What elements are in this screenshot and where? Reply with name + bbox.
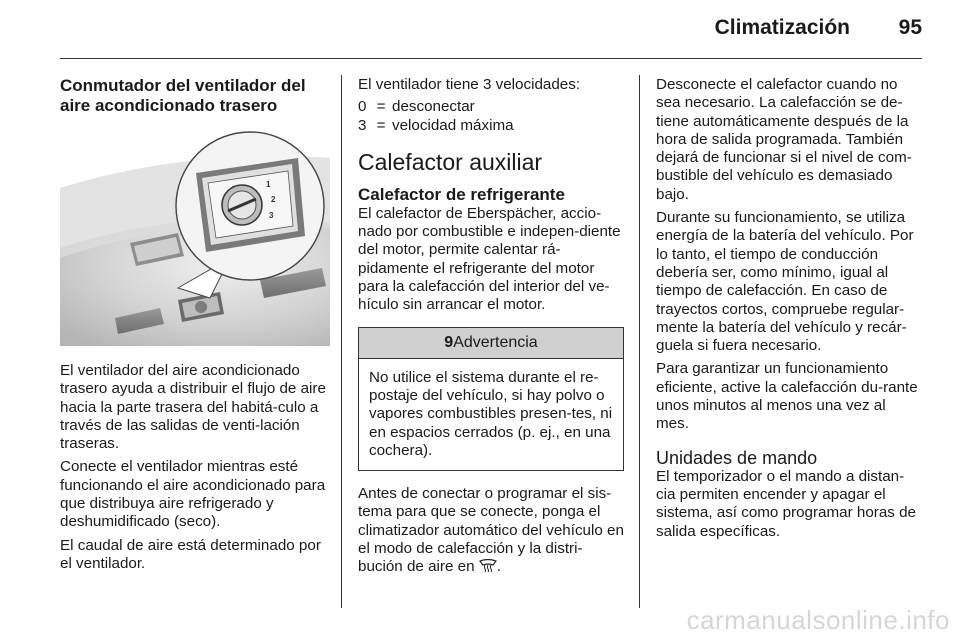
speed-equals: = [376,98,386,116]
control-units-paragraph: El temporizador o el mando a distan-cia permiten encender y apagar el sistema, así como programar horas de salida específicas. [656,467,916,540]
heater-description-paragraph: El calefactor de Eberspächer, accio-nado por combustible e indepen-diente del motor, permite calentar rá-pidamente el refrigerante del motor para la calefacción del interior del ve-hículo sin arrancar el motor. [358,204,621,314]
speed-item [358,117,624,135]
dial-mark-1: 1 [266,180,271,189]
setup-paragraph [358,485,624,576]
speed-key: 0 [358,98,367,116]
column-divider-left [341,75,342,608]
right-column [656,76,922,546]
warning-header [359,328,623,359]
middle-column [358,76,624,582]
page-title: Climatización [714,16,850,39]
speed-key: 3 [358,116,367,134]
page-number: 95 [898,16,922,39]
speed-equals: = [376,116,386,134]
speed-desc: velocidad máxima [392,116,514,134]
airflow-paragraph: El caudal de aire está determinado por el ventilador. [60,536,321,572]
watermark: carmanualsonline.info [686,605,950,635]
section-title: Calefactor auxiliar [358,148,543,175]
disconnect-paragraph: Desconecte el calefactor cuando no sea necesario. La calefacción se de-tiene automáticamente después de la hora de salida programada. También dejará de funcionar si el nivel de com-bustible del vehículo es demasiado bajo. [656,76,912,203]
control-units-heading: Unidades de mando [656,447,818,468]
speed-item [358,98,624,116]
fan-switch-heading: Conmutador del ventilador del aire acondicionado trasero [60,76,306,115]
fan-description-paragraph: El ventilador del aire acondicionado trasero ayuda a distribuir el flujo de aire hacia la parte trasera del habitá-culo a través de las salidas de venti-lación traseras. [60,362,326,453]
warning-icon: 9 [444,333,454,351]
setup-text: Antes de conectar o programar el sis-tema para que se conecte, ponga el climatizador automático del vehículo en el modo de calefacción y la distri-bución de aire en [358,485,624,576]
warning-title: Advertencia [453,333,538,351]
speeds-intro: El ventilador tiene 3 velocidades: [358,76,581,93]
fan-usage-paragraph: Conecte el ventilador mientras esté funcionando el aire acondicionado para que distribuya aire refrigerado y deshumidificado (seco). [60,458,326,531]
warning-box [358,327,624,471]
header-divider [60,58,922,59]
column-divider-right [639,75,640,608]
windshield-defrost-icon [479,559,497,572]
subsection-title: Calefactor de refrigerante [358,184,565,204]
maintenance-paragraph: Para garantizar un funcionamiento eficiente, active la calefacción du-rante unos minutos al menos una vez al mes. [656,360,918,433]
setup-text-end: . [496,558,501,576]
dial-mark-3: 3 [269,211,274,220]
dial-mark-2: 2 [271,195,276,204]
battery-paragraph: Durante su funcionamiento, se utiliza energía de la batería del vehículo. Por lo tanto, el tiempo de conducción debería ser, como mínimo, igual al tiempo de calefacción. En caso de trayectos cortos, compruebe regular-mente la batería del vehículo y recár-guela si fuera necesario. [656,209,914,355]
speed-desc: desconectar [392,98,475,116]
left-column [60,76,330,578]
rear-fan-switch-illustration [60,128,330,346]
warning-text: No utilice el sistema durante el re-postaje del vehículo, si hay polvo o vapores combustibles presen-tes, ni en espacios cerrados (p. ej., en una cochera). [369,368,613,459]
